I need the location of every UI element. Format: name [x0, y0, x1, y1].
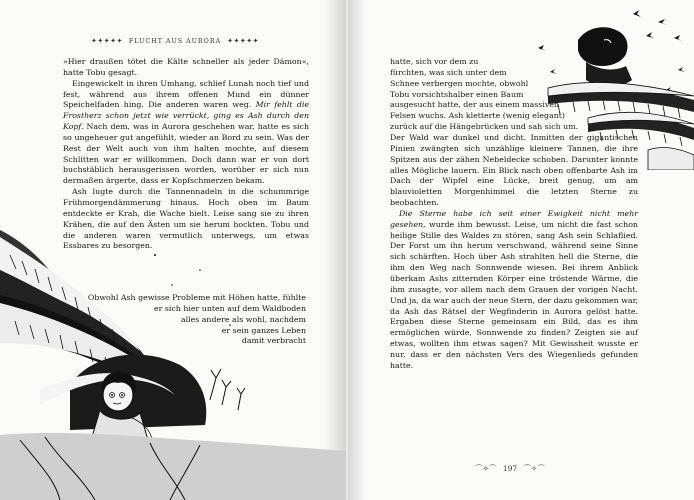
right-page	[348, 0, 694, 500]
folio-ornament-left: ⌒✧⌒	[475, 464, 497, 473]
running-head-title: FLUCHT AUS AURORA	[128, 38, 222, 45]
paragraph-text: wurde ihm bewusst. Leise, um nicht die fast schon heilige Stille des Waldes zu stören, sang Ash sein Schlaflied. Der Forst um ihn herum verschwand, während seine Sinne sich schärften. Hoch über Ash strahlten hell die Sterne, die ihm den Weg nach Sonnwende wiesen. Bei ihrem Anblick überkam Ashs zitternden Körper eine tröstende Wärme, die ihm zusagte, vor allem nach dem Grauen der vorigen Nacht. Und ja, da war auch der neue Stern, der dazu gekommen war, da Ash das Rätsel der Wegfinderin in Aurora gelöst hatte. Ergaben diese Sterne gemeinsam ein Bild, das es ihm ermöglichen würde, Sonnwende zu finden? Zeigten sie auf etwas, wollten ihm etwas sagen? Mit Gewissheit wusste er nur, dass er den nächsten Vers des Wiegenlieds gefunden hatte.	[390, 219, 638, 370]
paragraph	[63, 79, 309, 187]
paragraph: Ash lugte durch die Tannennadeln in die schummrige Frühmorgendämmerung hinaus. Hoch oben im Baum entdeckte er Krah, die Wache hielt. Leise sang sie zu ihren Krähen, die auf den Ästen um sie herum hockten. Tobu und die anderen waren vermutlich unterwegs, um etwas Essbares zu besorgen.	[63, 187, 309, 251]
gutter-shadow-right	[348, 0, 366, 500]
running-head-ornament-right: ✦✦✦✦✦	[227, 37, 259, 45]
text-line: Tobu vorsichtshalber einen Baum	[390, 89, 524, 99]
text-line: er sich hier unten auf dem Waldboden	[153, 303, 306, 313]
paragraph-italic: Mir fehlt die Frostherz schon jetzt wie verrückt, ging es Ash durch den Kopf.	[63, 100, 309, 132]
page-number	[470, 463, 550, 474]
paragraph-text: Eingewickelt in ihren Umhang, schlief Lunah noch tief und fest, während aus ihrem offenen Mund ein dünner Speichelfaden hing. Die anderen waren weg.	[63, 78, 309, 110]
running-head-ornament-left: ✦✦✦✦✦	[91, 37, 123, 45]
text-line: ausgesucht hatte, der aus einem massiven	[390, 100, 559, 110]
text-line: damit verbracht	[241, 336, 306, 346]
folio-number: 197	[502, 464, 518, 473]
right-narrow-text-block	[390, 57, 579, 133]
paragraph-text: Nach dem, was in Aurora geschehen war, hatte es sich so ungeheuer gut angefühlt, wieder an Bord zu sein. Was der Rest der Welt auch von ihm halten mochte, auf diesem Schlitten war er willkommen. Doch dann war er von dort buchstäblich herausgerissen worden, worüber er sich nun dermaßen ärgerte, dass er Kopfschmerzen bekam.	[63, 122, 309, 186]
paragraph	[390, 209, 638, 372]
text-line: fürchten, was sich unter dem	[390, 67, 507, 77]
paragraph-italic: Die Sterne habe ich seit einer Ewigkeit nicht mehr gesehen,	[390, 208, 638, 229]
paragraph: »Hier draußen tötet die Kälte schneller als jeder Dämon«, hatte Tobu gesagt.	[63, 57, 309, 77]
left-body-text	[63, 57, 309, 252]
text-line: Obwohl Ash gewisse Probleme mit Höhen hatte, fühlte	[87, 293, 306, 302]
forest-den-illustration	[0, 225, 346, 500]
paragraph: Der Wald war dunkel und dicht. Inmitten der gigantischen Pinien zwängten sich unzählige kleinere Tannen, die ihre Spitzen aus der zähen Nebeldecke schoben. Darunter konnte alles Mögliche lauern. Ein Blick nach oben offenbarte Ash im Dach der Wipfel eine Lücke, breit genug, um am blauvioletten Morgenhimmel die letzten Sterne zu beobachten.	[390, 133, 638, 208]
text-line: Schnee verbergen mochte, obwohl	[390, 78, 529, 88]
right-body-text	[390, 133, 638, 372]
text-line: alles andere als wohl, nachdem	[180, 314, 306, 324]
text-line: zurück auf die Hängebrücken und sah sich um.	[390, 122, 579, 132]
left-page	[0, 0, 346, 500]
text-line: Felsen wuchs. Ash kletterte (wenig elegant)	[390, 111, 565, 121]
text-line: hatte, sich vor dem zu	[390, 57, 479, 66]
running-head	[85, 37, 265, 45]
text-line: er sein ganzes Leben	[221, 325, 306, 335]
folio-ornament-right: ⌒✧⌒	[523, 464, 545, 473]
